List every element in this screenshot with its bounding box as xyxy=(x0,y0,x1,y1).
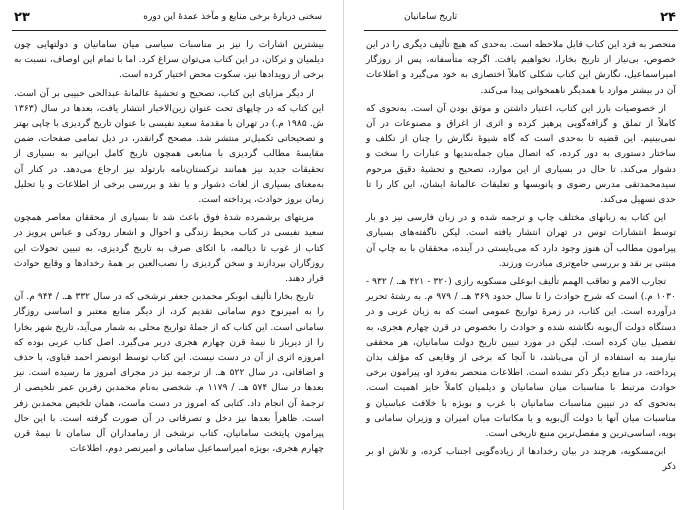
page-gutter xyxy=(343,0,344,510)
page-body xyxy=(366,37,676,475)
page-header xyxy=(364,8,678,31)
paragraph: تجارب الامم و تعاقب الهمم تألیف ابوعلی مسکویه رازی (۳۲۰ - ۴۲۱ هـ. / ۹۳۲ - ۱۰۳۰ م.) است که شرح حوادث را تا سال حدود ۳۶۹ هـ. / ۹۷۹ م. به رشتۀ تحریر درآورده است. این کتاب، در زمرۀ تواریخ عمومی است که به زبان عربی و در دستگاه دولت آل‌بویه نگاشته شده و حوادث را بخصوص در قرن چهارم هجری، به تفصیل بیان کرده است. لیکن در مورد تبیین تاریخ دولت سامانیان، هر محققی نیازمند به استفاده از آن می‌باشد، تا آنجا که برخی از وقایعی که مؤلف بدان پرداخته، در منابع دیگر ذکر نشده است. اطلاعات منحصر به‌فرد او، پیرامون برخی حوادث مرتبط با مناسبات میان سامانیان و دیلمیان کاملاً حایز اهمیت است. به‌نحوی که در تبیین مناسبات سامانیان با غرب و بویژه با خلافت عباسیان و مناسبات میان آنها با دولت آل‌بویه و یا مکاتبات میان امیران و وزیران سامانی و بویه، اساسی‌ترین و مفصل‌ترین منبع تاریخی است. xyxy=(366,276,676,440)
paragraph: منحصر به فرد این کتاب قابل ملاحظه است. به‌حدی که هیچ تألیف دیگری را در این خصوص، بی‌نیاز از تاریخ بخارا، نخواهیم یافت. اگرچه متأسفانه، پس از روزگار امیراسماعیل، نگارش این کتاب شکلی کاملاً اختصاری به خود می‌گیرد و اطلاعات آن در بیشتر موارد با همدیگر ناهمخوانی پیدا می‌کند. xyxy=(366,39,676,96)
right-page xyxy=(356,0,686,510)
running-title: سخنی دربارۀ برخی منابع و مآخذ عمدۀ این دوره xyxy=(143,12,322,22)
paragraph: مزیتهای برشمرده شدۀ فوق باعث شد تا بسیاری از محققان معاصر همچون سعید نفیسی در کتاب محیط زندگی و احوال و اشعار رودکی و عباس پرویز در کتاب از غوب تا دیالمه، با اتکای صرف به تاریخ گردیزی، به تبیین تحولات این روزگاران بپردازند و سخن گردیزی را نصب‌العین بر همۀ رخدادها و وقایع حوادث قرار دهند. xyxy=(14,212,324,285)
paragraph: از دیگر مزایای این کتاب، تصحیح و تحشیۀ عالمانۀ عبدالحی حبیبی بر آن است. این کتاب که در چاپهای تحت عنوان زین‌الاخبار انتشار یافت، بعدها در سال (۱۳۶۳ ش. ۱۹۸۵ م.) در تهران با مقدمۀ سعید نفیسی با عنوان تاریخ گردیزی با چاپی بهتر و تصحیحاتی تکمیل‌تر منتشر شد. مصحح گرانقدر، در ذیل تمامی صفحات، ضمن مقایسۀ مطالب گردیزی با منابعی همچون تاریخ کامل ابن‌اثیر به بسیاری از تحقیقات جدید نیز همانند ترکستان‌نامه بارتولد نیز ارجاع می‌دهد. در کنار آن به‌معنای بسیاری از لغات دشوار و یا نقد و بررسی برخی از اطلاعات و یا تحلیل زمان بروز حوادث، پرداخته است. xyxy=(14,87,324,206)
paragraph: بیشترین اشارات را نیز بر مناسبات سیاسی میان سامانیان و دولتهایی چون دیلمیان و ترکان، در این کتاب می‌توان سراغ کرد. اما با تمام این اوصاف، نسبت به برخی از رویدادها نیز، سکوت محض اختیار کرده است. xyxy=(14,39,324,81)
running-title: تاریخ سامانیان xyxy=(404,12,458,22)
paragraph: تاریخ بخارا تألیف ابوبکر محمدبن جعفر نرشخی که در سال ۳۳۲ هـ. / ۹۴۴ م. آن را به امیرنوح دوم سامانی تقدیم کرد، از دیگر منابع معتبر و اساسی روزگار سامانی است. این کتاب که از جملۀ تواریخ محلی به شمار می‌آید، تاریخ شهر بخارا را از دیرباز تا نیمۀ قرن چهارم هجری دربر می‌گیرد. اصل کتاب عربی بوده که امروزه اثری از آن در دست نیست. این کتاب توسط ابونصر احمد قباوی، با حذف و اضافاتی، در سال ۵۲۲ هـ. از ترجمه نیز در مجرای امروز ما رسیده است. نیز بعدها در سال ۵۷۴ هـ. / ۱۱۷۹ م. شخصی به‌نام محمدبن زفربن عمر تلخیصی از ترجمۀ آن انجام داد. کتابی که امروز در دست ماست، همان تلخیص محمدبن زفر است. ظاهراً بعدها نیز دخل و تصرفاتی در آن صورت گرفته است. با این حال پیرامون پایتخت سامانیان، کتاب نرشخی از زمامداران آل سامان تا نیمۀ قرن چهارم هجری، بویژه امیراسماعیل سامانی و امیرنصر دوم، اطلاعات xyxy=(14,291,324,455)
paragraph: از خصوصیات بارز این کتاب، اعتبار داشتن و موثق بودن آن است. به‌نحوی که کاملاً از تملق و گزافه‌گویی پرهیز کرده و اثری از اغراق و مصنوعات در آن نمی‌بینیم. این قضیه تا به‌حدی است که گاه شیوۀ نگارش را چنان از تکلف و ساختار دستوری به دور کرده، که اتصال میان جمله‌بندیها و عبارات را سخت و دشوار می‌کند. تا حال در بسیاری از این موارد، تصحیح و تحشیۀ دقیق مرحوم سیدمحمدتقی مدرس رضوی و پانویسها و تعلیقات عالمانۀ ایشان، این کار را تا حدی تسهیل می‌کند. xyxy=(366,102,676,206)
page-header xyxy=(12,8,326,31)
page-number: ۲۴ xyxy=(660,10,676,25)
paragraph: ابن‌مسکویه، هرچند در بیان رخدادها از زیاده‌گویی اجتناب کرده، و تلاش او بر ذکر xyxy=(366,446,676,473)
page-number: ۲۳ xyxy=(14,10,30,25)
paragraph: این کتاب به زبانهای مختلف چاپ و ترجمه شده و در زبان فارسی نیز دو بار توسط انتشارات توس در تهران انتشار یافته است. لیکن ناگفته‌های بسیاری پیرامون مطالب آن هنوز وجود دارد که می‌بایستی در آینده، محققان با به چاپ آن مبتنی بر نقد و بررسی جامع‌تری مبادرت ورزند. xyxy=(366,212,676,269)
page-body xyxy=(14,37,324,456)
left-page xyxy=(4,0,334,510)
